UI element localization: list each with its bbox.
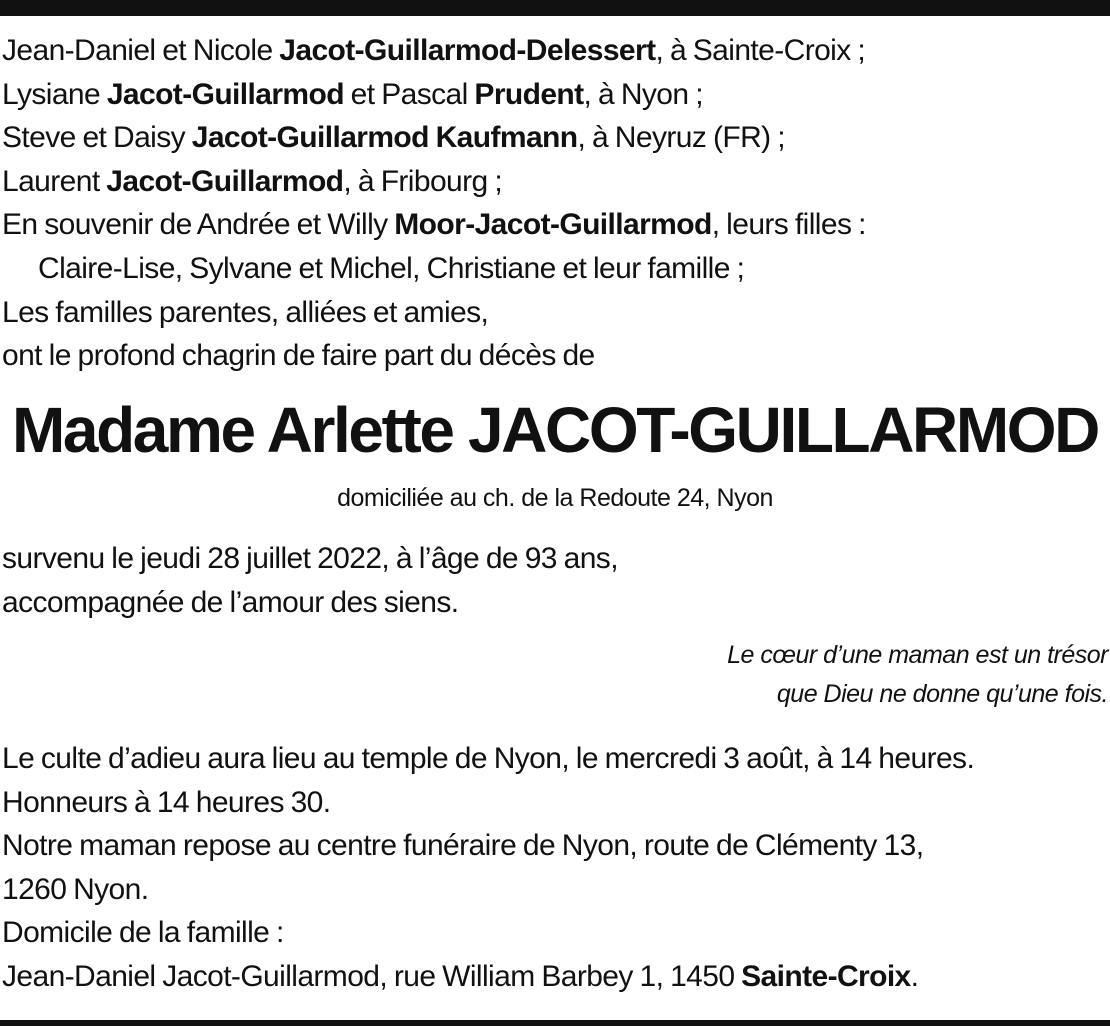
mourner-given-names: Laurent [2,164,107,198]
mourner-surname: Jacot-Guillarmod [106,164,344,198]
mourner-given-names: Steve et Daisy [2,121,192,155]
family-address-town: Sainte-Croix [741,959,911,993]
ceremony-details [2,737,1110,999]
mourner-surname: Jacot-Guillarmod [106,77,344,111]
mourner-place: , à Neyruz (FR) ; [577,121,785,155]
announcement-intro-text: ont le profond chagrin de faire part du décès de [2,339,595,373]
mourner-place: , leurs filles : [711,208,866,242]
mourner-line [2,247,1110,291]
mourner-given-names: Lysiane [2,77,107,111]
ceremony-line: Domicile de la famille : [2,916,284,950]
family-address-text: Jean-Daniel Jacot-Guillarmod, rue William Barbey 1, 1450 [2,959,742,993]
mourner-line [2,73,1110,117]
mourners-list [2,29,1110,378]
mourner-given-names: et Pascal [343,77,475,111]
announcement-intro [2,334,1110,378]
mourner-place: , à Fribourg ; [343,164,503,198]
mourner-line [2,203,1110,247]
mourner-given-names: En souvenir de Andrée et Willy [2,208,395,242]
deceased-domicile: domiciliée au ch. de la Redoute 24, Nyon [337,484,773,512]
mourner-line [2,29,1110,73]
ceremony-line: Honneurs à 14 heures 30. [2,785,331,819]
death-detail-line: survenu le jeudi 28 juillet 2022, à l’âge de 93 ans, [2,542,618,575]
mourner-surname: Jacot-Guillarmod-Delessert [279,34,656,67]
deceased-name: Madame Arlette JACOT-GUILLARMOD [11,394,1098,466]
family-address-end: . [910,959,919,993]
extended-family: Les familles parentes, alliées et amies, [2,295,489,329]
top-rule [0,0,1110,16]
quote-line: Le cœur d’une maman est un trésor [727,641,1108,669]
quote-line: que Dieu ne donne qu’une fois. [776,680,1108,708]
mourner-surname: Jacot-Guillarmod Kaufmann [191,121,578,155]
mourner-line [2,291,1110,335]
mourner-place: , à Nyon ; [583,77,703,111]
ceremony-line: Notre maman repose au centre funéraire de Nyon, route de Clémenty 13, [2,829,924,863]
mourner-line [2,160,1110,204]
death-details [2,537,1110,624]
mourner-daughters: Claire-Lise, Sylvane et Michel, Christiane et leur famille ; [38,251,745,285]
mourner-surname: Prudent [474,77,584,111]
mourner-surname: Moor-Jacot-Guillarmod [394,208,712,242]
family-address [2,955,1110,999]
mourner-given-names: Jean-Daniel et Nicole [2,34,280,67]
mourner-line [2,116,1110,160]
ceremony-line: 1260 Nyon. [2,872,149,906]
mourner-place: , à Sainte-Croix ; [655,34,866,67]
death-detail-line: accompagnée de l’amour des siens. [2,585,459,619]
bottom-rule [0,1020,1110,1026]
ceremony-line: Le culte d’adieu aura lieu au temple de Nyon, le mercredi 3 août, à 14 heures. [2,742,975,775]
quote [727,636,1108,714]
